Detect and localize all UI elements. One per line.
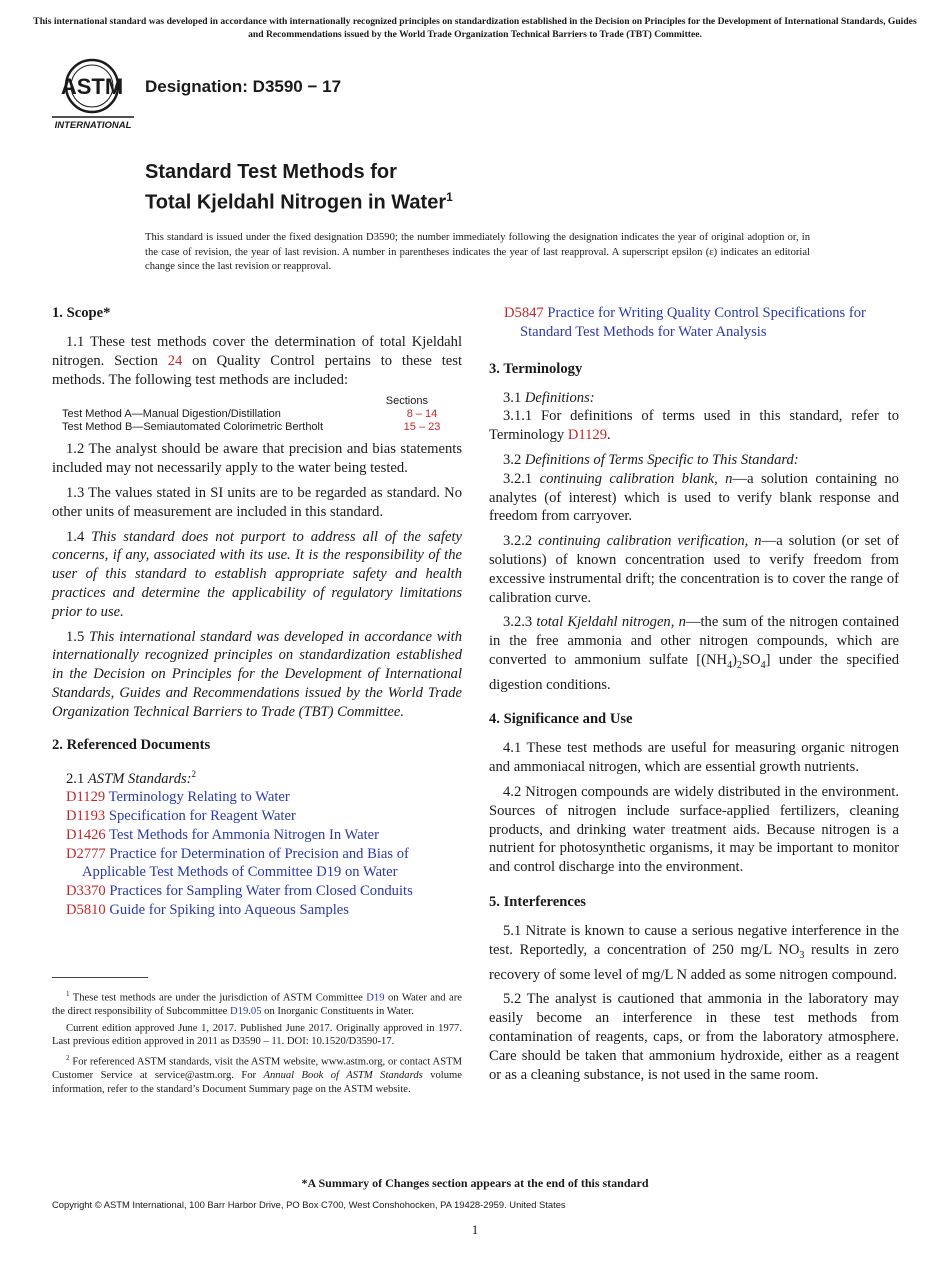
document-title bbox=[145, 160, 453, 216]
paragraph-1-3: 1.3 The values stated in SI units are to be regarded as standard. No other units of measurement are included in this standard. bbox=[52, 484, 462, 520]
reference-item bbox=[52, 882, 462, 901]
footnotes bbox=[52, 988, 462, 1099]
paragraph-5-2: 5.2 The analyst is cautioned that ammonia in the laboratory may easily become an interference in these test methods from contamination of reagents, caps, or from the laboratory atmosphere. Care should be taken that ammonium hydroxide, either as a reagent or as a cleaning substance, is not used in the same room. bbox=[489, 991, 899, 1083]
reference-item bbox=[52, 788, 462, 807]
paragraph-3-2: 3.2 Definitions of Terms Specific to This Standard: bbox=[503, 451, 799, 468]
subcommittee-d19-05-link[interactable]: D19.05 bbox=[230, 1006, 262, 1018]
reference-item bbox=[52, 826, 462, 845]
paragraph-3-2-2: 3.2.2 continuing calibration verification, n—a solution (or set of solutions) of known concentration used to verify freedom from excessive instrumental drift; the concentration is to cover the range of calibration curve. bbox=[489, 533, 899, 606]
d1129-link[interactable]: D1129 bbox=[567, 427, 608, 444]
section-heading-significance: 4. Significance and Use bbox=[489, 711, 633, 728]
reference-title-link[interactable]: Specification for Reagent Water bbox=[108, 808, 296, 824]
reference-item bbox=[489, 304, 899, 342]
sections-range-link[interactable]: 8 – 14 bbox=[406, 408, 438, 421]
sections-header: Sections bbox=[385, 395, 428, 408]
test-methods-table bbox=[62, 395, 452, 434]
reference-item bbox=[52, 807, 462, 826]
section-heading-referenced: 2. Referenced Documents bbox=[52, 736, 211, 753]
paragraph-3-1-1: 3.1.1 For definitions of terms used in this standard, refer to Terminology D1129. bbox=[489, 408, 899, 444]
summary-of-changes-note: *A Summary of Changes section appears at the end of this standard bbox=[301, 1176, 649, 1190]
paragraph-1-4: 1.4 This standard does not purport to address all of the safety concerns, if any, associated with its use. It is the responsibility of the user of this standard to establish appropriate safety and health practices and determine the applicability of regulatory limitations prior to use. bbox=[52, 528, 462, 620]
reference-item bbox=[52, 901, 462, 920]
table-row: Test Method B—Semiautomated Colorimetric Bertholt 15 – 23 bbox=[62, 421, 452, 434]
paragraph-1-2: 1.2 The analyst should be aware that precision and bias statements included may not necessarily apply to the water being tested. bbox=[52, 441, 462, 477]
reference-code-link[interactable]: D1426 bbox=[66, 826, 106, 843]
left-column bbox=[52, 304, 462, 920]
title-line-1: Standard Test Methods for bbox=[145, 161, 397, 183]
section-heading-terminology: 3. Terminology bbox=[489, 360, 583, 377]
reference-code-link[interactable]: D5847 bbox=[504, 305, 544, 321]
reference-title-link[interactable]: Practice for Writing Quality Control Specifications for Standard Test Methods for Water Analysis bbox=[520, 305, 866, 340]
footnote-divider bbox=[52, 977, 148, 978]
section-24-link[interactable]: 24 bbox=[167, 352, 183, 369]
paragraph-5-1: 5.1 Nitrate is known to cause a serious negative interference in the test. Reportedly, a concentration of 250 mg/L $NO_3$ results in zero recovery of some level of mg/L N added as some nitrogen compound. bbox=[489, 923, 899, 983]
paragraph-1-1: 1.1 These test methods cover the determination of total Kjeldahl nitrogen. Section 24 on Quality Control pertains to these test methods. The following test methods are included: bbox=[52, 334, 462, 388]
reference-code-link[interactable]: D1193 bbox=[66, 808, 106, 824]
reference-code-link[interactable]: D2777 bbox=[66, 845, 106, 862]
footnote-2: $^2$ For referenced ASTM standards, visit the ASTM website, www.astm.org, or contact ASTM Customer Service at service@astm.org. For Annual Book of ASTM Standards volume information, refer to the standard’s Document Summary page on the ASTM website. bbox=[52, 1053, 462, 1095]
section-heading-scope: 1. Scope* bbox=[52, 305, 111, 321]
paragraph-3-2-3: 3.2.3 total Kjeldahl nitrogen, n—the sum of the nitrogen contained in the free ammonia and other nitrogen compounds, which are converted to ammonium sulfate $[(NH_4)_2SO_4]$ under the specified digestion conditions. bbox=[489, 614, 900, 693]
logo-text: ASTM bbox=[60, 74, 124, 99]
astm-logo-icon bbox=[52, 56, 136, 132]
sections-range-link[interactable]: 15 – 23 bbox=[403, 421, 441, 434]
table-row: Test Method A—Manual Digestion/Distillation 8 – 14 bbox=[62, 408, 452, 421]
committee-d19-link[interactable]: D19 bbox=[366, 992, 385, 1004]
paragraph-4-2: 4.2 Nitrogen compounds are widely distributed in the environment. Sources of nitrogen include surface-applied fertilizers, cleaning products, and drinking water treatment aids. Because nitrogen is a nutrient for photosynthetic organisms, it may be important to monitor and control discharge into the environment. bbox=[489, 784, 899, 876]
paragraph-4-1: 4.1 These test methods are useful for measuring organic nitrogen and ammoniacal nitrogen, which are essential growth nutrients. bbox=[489, 740, 899, 776]
astm-logo bbox=[52, 56, 136, 132]
designation: Designation: D3590 − 17 bbox=[145, 77, 342, 96]
reference-title-link[interactable]: Terminology Relating to Water bbox=[108, 789, 290, 806]
title-line-2: Total Kjeldahl Nitrogen in Water$^1$ bbox=[145, 190, 453, 214]
page-number: 1 bbox=[471, 1222, 479, 1237]
paragraph-3-1: 3.1 Definitions: bbox=[503, 389, 595, 406]
right-column bbox=[489, 304, 899, 1090]
copyright: Copyright © ASTM International, 100 Barr Harbor Drive, PO Box C700, West Conshohocken, PA 19428-2959. United States bbox=[52, 1199, 566, 1210]
reference-item bbox=[52, 845, 462, 883]
edition-note: Current edition approved June 1, 2017. Published June 2017. Originally approved in 1977. Last previous edition approved in 2011 as D3590 – 11. DOI: 10.1520/D3590-17. bbox=[52, 1022, 462, 1048]
reference-title-link[interactable]: Practices for Sampling Water from Closed Conduits bbox=[109, 883, 413, 900]
issue-note: This standard is issued under the fixed designation D3590; the number immediately following the designation indicates the year of original adoption or, in the case of revision, the year of last revision. A number in parentheses indicates the year of last reapproval. A superscript epsilon (ε) indicates an editorial change since the last revision or reapproval. bbox=[145, 232, 810, 273]
paragraph-1-5: 1.5 This international standard was developed in accordance with internationally recognized principles on standardization established in the Decision on Principles for the Development of International Standards, Guides and Recommendations issued by the World Trade Organization Technical Barriers to Trade (TBT) Committee. bbox=[52, 628, 463, 720]
reference-code-link[interactable]: D3370 bbox=[66, 883, 106, 900]
section-heading-interferences: 5. Interferences bbox=[489, 894, 586, 911]
reference-code-link[interactable]: D5810 bbox=[66, 901, 106, 918]
reference-title-link[interactable]: Practice for Determination of Precision and Bias of Applicable Test Methods of Committee D19 on Water bbox=[82, 845, 409, 881]
title-footnote-marker: 1 bbox=[446, 190, 453, 204]
footnote-1: $^1$ These test methods are under the jurisdiction of ASTM Committee D19 on Water and are the direct responsibility of Subcommittee D19.05 on Inorganic Constituents in Water. bbox=[52, 990, 462, 1018]
reference-code-link[interactable]: D1129 bbox=[66, 789, 106, 806]
paragraph-3-2-1: 3.2.1 continuing calibration blank, n—a solution containing no analytes (of interest) which is used to verify blank response and freedom from carryover. bbox=[489, 470, 899, 525]
reference-title-link[interactable]: Test Methods for Ammonia Nitrogen In Water bbox=[109, 826, 380, 843]
reference-title-link[interactable]: Guide for Spiking into Aqueous Samples bbox=[109, 901, 349, 918]
top-notice: This international standard was developed in accordance with internationally recognized principles on standardization established in the Decision on Principles for the Development of International Standards, Guides and Recommendations issued by the World Trade Organization Technical Barriers to Trade (TBT) Committee. bbox=[33, 16, 917, 40]
logo-subtext: INTERNATIONAL bbox=[54, 120, 132, 131]
paragraph-2-1: 2.1 ASTM Standards:$^2$ bbox=[66, 768, 197, 787]
